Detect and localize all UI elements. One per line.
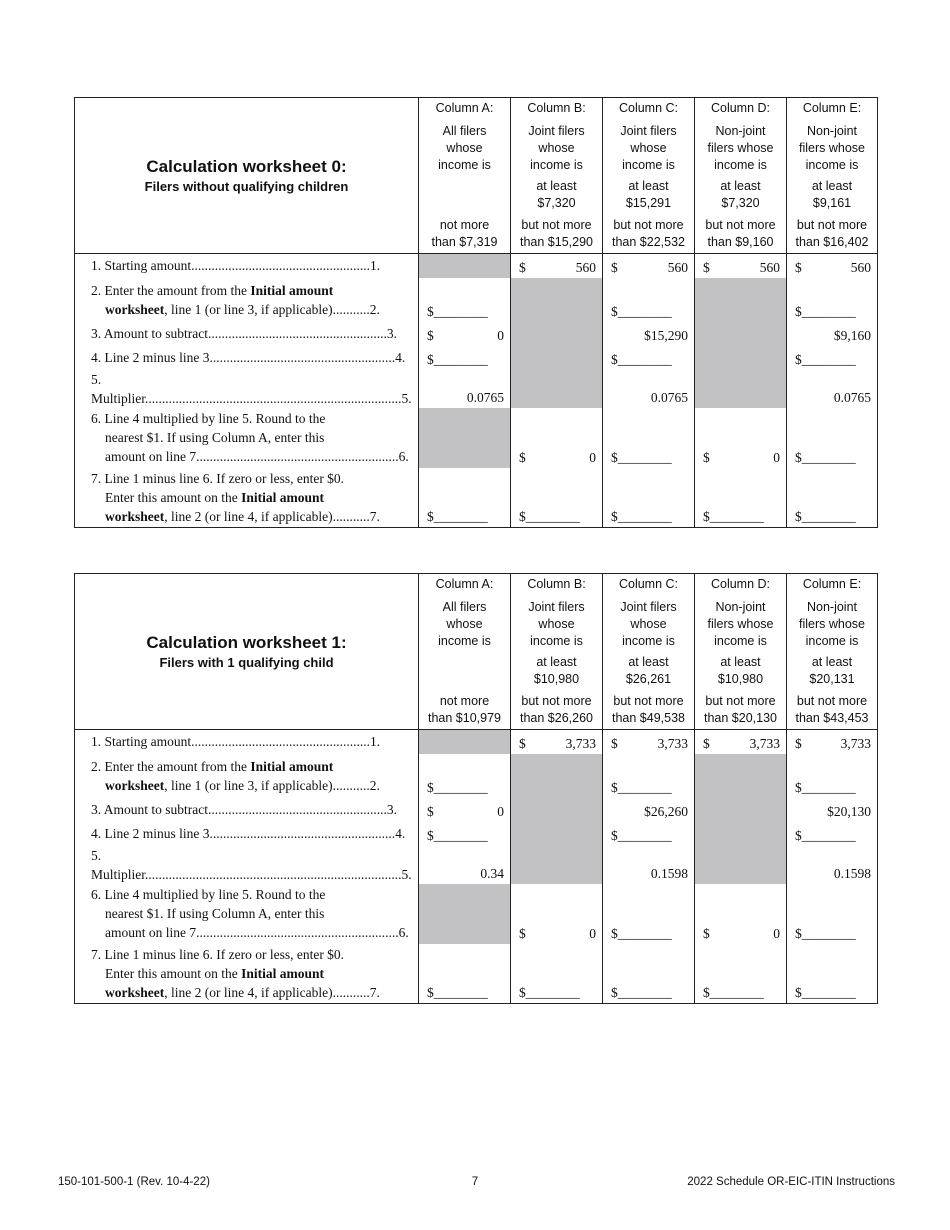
shaded-cell (511, 346, 603, 370)
column-max-line: but not more (796, 694, 868, 708)
entry-blank[interactable]: $________ (603, 278, 695, 322)
column-name: Column D: (710, 577, 771, 591)
column-min-line: $20,131 (809, 672, 855, 686)
amount-value: 0 (497, 327, 504, 343)
worksheet-line-6 (75, 408, 878, 468)
worksheet-line-7 (75, 944, 878, 1004)
dollar-sign: $ (611, 259, 618, 275)
shaded-cell (695, 278, 787, 322)
column-desc-line: whose (538, 141, 575, 155)
column-min-line: at least (536, 179, 577, 193)
shaded-cell (511, 754, 603, 798)
amount-cell (511, 408, 603, 468)
dollar-sign: $ (795, 259, 802, 275)
entry-blank[interactable]: $________ (787, 408, 878, 468)
amount-cell (511, 884, 603, 944)
column-min-line: $7,320 (537, 196, 576, 210)
column-min-line: at least (811, 179, 853, 193)
column-name: Column D: (710, 101, 771, 115)
entry-blank[interactable]: $________ (419, 346, 511, 370)
dollar-sign: $ (795, 735, 802, 751)
column-max-line: but not more (705, 694, 776, 708)
shaded-cell (695, 798, 787, 822)
column-header-b (511, 98, 603, 254)
column-min-line: $9,161 (812, 196, 852, 210)
column-desc-line: Non-joint (806, 124, 858, 138)
dollar-sign: $ (519, 735, 526, 751)
label-segment: amount on line 7............................................................6. (105, 925, 409, 940)
worksheet-subtitle: Filers with 1 qualifying child (159, 655, 334, 670)
label-segment: 2. Enter the amount from the (91, 282, 251, 298)
column-max-line: but not more (613, 218, 684, 232)
label-segment: 6. Line 4 multiplied by line 5. Round to the (91, 411, 326, 426)
column-desc-line: whose (630, 141, 667, 155)
column-desc-line: Non-joint (715, 124, 766, 138)
column-max-line: not more (439, 694, 490, 708)
column-name: Column B: (527, 577, 586, 591)
shaded-cell (695, 754, 787, 798)
entry-blank[interactable]: $________ (787, 822, 878, 846)
bold-reference: worksheet (105, 777, 165, 793)
shaded-cell (511, 846, 603, 884)
column-max-line: than $20,130 (704, 711, 777, 725)
shaded-cell (511, 798, 603, 822)
value-cell: $15,290 (603, 322, 695, 346)
label-segment: 4. Line 2 minus line 3.......................................................4. (91, 350, 406, 365)
shaded-cell (419, 730, 511, 754)
column-desc-line: whose (446, 617, 483, 631)
line-label-text (91, 488, 414, 507)
line-label-text (91, 945, 414, 964)
column-desc-line: income is (438, 634, 491, 648)
amount-cell (695, 884, 787, 944)
column-header-e (787, 574, 878, 730)
entry-blank[interactable]: $________ (695, 944, 787, 1004)
entry-blank[interactable]: $________ (787, 754, 878, 798)
column-header-c (603, 574, 695, 730)
column-desc-line: income is (622, 634, 675, 648)
worksheet-line-5 (75, 846, 878, 884)
line-label-text (91, 846, 414, 884)
dollar-sign: $ (703, 259, 710, 275)
column-min-line: at least (628, 655, 669, 669)
column-min-line: $7,320 (721, 196, 760, 210)
column-max-line: than $10,979 (428, 711, 501, 725)
column-max-line: than $49,538 (612, 711, 685, 725)
column-desc-line: All filers (442, 124, 487, 138)
value-cell: 0.0765 (787, 370, 878, 408)
entry-blank[interactable]: $________ (603, 346, 695, 370)
bold-reference: Initial amount (241, 489, 325, 505)
value-cell: $26,260 (603, 798, 695, 822)
column-header-c (603, 98, 695, 254)
label-segment: amount on line 7............................................................6. (105, 449, 409, 464)
entry-blank[interactable]: $________ (787, 346, 878, 370)
column-min-line: $10,980 (717, 672, 764, 686)
worksheet-line-6 (75, 884, 878, 944)
entry-blank[interactable]: $________ (419, 944, 511, 1004)
amount-value: 560 (667, 259, 688, 275)
column-desc-line: Joint filers (528, 600, 585, 614)
column-desc-line: income is (714, 634, 767, 648)
value-cell: 0.0765 (603, 370, 695, 408)
column-name: Column A: (435, 101, 494, 115)
shaded-cell (695, 346, 787, 370)
column-desc-line: Joint filers (620, 124, 677, 138)
footer-form-number: 150-101-500-1 (Rev. 10-4-22) (58, 1176, 210, 1188)
column-desc-line: income is (714, 158, 767, 172)
column-desc-line: income is (530, 158, 583, 172)
entry-blank[interactable]: $________ (603, 884, 695, 944)
column-min-line: $10,980 (533, 672, 580, 686)
worksheet-line-2 (75, 754, 878, 798)
worksheet-line-4 (75, 346, 878, 370)
dollar-sign: $ (427, 327, 434, 343)
column-max-line: not more (439, 218, 490, 232)
label-segment: 3. Amount to subtract.....................................................3. (91, 326, 397, 341)
column-desc-line: whose (446, 141, 483, 155)
entry-blank[interactable]: $________ (603, 408, 695, 468)
column-min-line: at least (536, 655, 577, 669)
shaded-cell (511, 370, 603, 408)
line-label-text (91, 904, 414, 923)
worksheet-line-1 (75, 254, 878, 278)
column-name: Column E: (802, 577, 862, 591)
dollar-sign: $ (519, 449, 526, 465)
column-desc-line: income is (622, 158, 675, 172)
value-cell: 0.1598 (787, 846, 878, 884)
column-max-line: but not more (521, 694, 592, 708)
amount-cell (603, 254, 695, 278)
label-segment: , line 1 (or line 3, if applicable)...........2. (164, 301, 380, 317)
entry-blank[interactable]: $________ (603, 468, 695, 528)
entry-blank[interactable]: $________ (419, 468, 511, 528)
dollar-sign: $ (703, 925, 710, 941)
column-header-a (419, 574, 511, 730)
amount-cell (695, 254, 787, 278)
line-label-text (91, 469, 414, 488)
line-label-text (91, 757, 414, 776)
line-label-text (91, 447, 414, 466)
worksheet-line-1 (75, 730, 878, 754)
column-name: Column B: (527, 101, 586, 115)
column-desc-line: filers whose (707, 141, 774, 155)
line-label-text (91, 507, 414, 526)
label-segment: 1. Starting amount.....................................................1. (91, 734, 381, 750)
dollar-sign: $ (519, 259, 526, 275)
column-header-d (695, 574, 787, 730)
line-label (75, 754, 419, 798)
shaded-cell (419, 884, 511, 944)
column-max-line: than $15,290 (520, 235, 593, 249)
value-cell: $9,160 (787, 322, 878, 346)
amount-value: 0 (773, 925, 780, 941)
amount-cell (695, 408, 787, 468)
worksheet-line-2 (75, 278, 878, 322)
line-label (75, 346, 419, 370)
line-label (75, 944, 419, 1004)
worksheet-line-7 (75, 468, 878, 528)
label-segment: 4. Line 2 minus line 3.......................................................4. (91, 826, 406, 841)
worksheet-title-cell (75, 574, 419, 730)
shaded-cell (511, 322, 603, 346)
worksheet-line-3 (75, 322, 878, 346)
worksheet-line-4 (75, 822, 878, 846)
column-max-line: than $26,260 (520, 711, 593, 725)
column-max-line: but not more (521, 218, 592, 232)
entry-blank[interactable]: $________ (511, 944, 603, 1004)
label-segment: 7. Line 1 minus line 6. If zero or less, enter $0. (91, 946, 345, 962)
line-label (75, 730, 419, 754)
label-segment: 7. Line 1 minus line 6. If zero or less, enter $0. (91, 470, 345, 486)
amount-cell (419, 322, 511, 346)
entry-blank[interactable]: $________ (787, 278, 878, 322)
line-label-text (91, 885, 414, 904)
footer-page-number: 7 (471, 1176, 479, 1188)
column-min-line: at least (628, 179, 669, 193)
dollar-sign: $ (703, 449, 710, 465)
label-segment: 3. Amount to subtract.....................................................3. (91, 802, 397, 817)
entry-blank[interactable]: $________ (419, 278, 511, 322)
column-desc-line: All filers (442, 600, 487, 614)
bold-reference: Initial amount (250, 282, 334, 298)
shaded-cell (511, 822, 603, 846)
column-desc-line: Joint filers (528, 124, 585, 138)
column-desc-line: income is (438, 158, 491, 172)
label-segment: 5. Multiplier............................................................................5. (91, 847, 412, 882)
shaded-cell (695, 822, 787, 846)
label-segment: 6. Line 4 multiplied by line 5. Round to the (91, 887, 326, 902)
worksheet-title: Calculation worksheet 0: (146, 157, 347, 176)
line-label-text (91, 923, 414, 942)
line-label (75, 408, 419, 468)
column-max-line: than $9,160 (707, 235, 774, 249)
column-name: Column A: (435, 577, 494, 591)
entry-blank[interactable]: $________ (603, 944, 695, 1004)
line-label (75, 846, 419, 884)
entry-blank[interactable]: $________ (787, 944, 878, 1004)
label-segment: nearest $1. If using Column A, enter this (105, 906, 325, 921)
shaded-cell (419, 408, 511, 468)
label-segment: , line 1 (or line 3, if applicable)...........2. (164, 777, 380, 793)
line-label (75, 370, 419, 408)
column-desc-line: filers whose (799, 141, 865, 155)
calculation-worksheet-0 (74, 97, 878, 528)
entry-blank[interactable]: $________ (787, 468, 878, 528)
line-label-text (91, 964, 414, 983)
column-desc-line: income is (805, 158, 859, 172)
column-header-a (419, 98, 511, 254)
worksheet-line-5 (75, 370, 878, 408)
amount-cell (787, 254, 878, 278)
line-label-text (91, 324, 414, 343)
amount-value: 0 (773, 449, 780, 465)
worksheet-subtitle: Filers without qualifying children (144, 179, 349, 194)
column-min-line: $26,261 (625, 672, 672, 686)
amount-cell (511, 730, 603, 754)
line-label (75, 798, 419, 822)
amount-value: 3,733 (840, 735, 871, 751)
column-name: Column E: (802, 101, 862, 115)
dollar-sign: $ (703, 735, 710, 751)
column-max-line: than $7,319 (431, 235, 498, 249)
column-header-b (511, 574, 603, 730)
amount-value: 560 (850, 259, 871, 275)
column-header-d (695, 98, 787, 254)
column-name: Column C: (618, 101, 679, 115)
label-segment: nearest $1. If using Column A, enter this (105, 430, 325, 445)
entry-blank[interactable]: $________ (511, 468, 603, 528)
value-cell: $20,130 (787, 798, 878, 822)
amount-cell (695, 730, 787, 754)
worksheet-title-cell (75, 98, 419, 254)
calculation-worksheet-1 (74, 573, 878, 1004)
amount-cell (511, 254, 603, 278)
line-label-text (91, 776, 414, 795)
column-max-line: but not more (796, 218, 868, 232)
amount-value: 560 (759, 259, 780, 275)
label-segment: 5. Multiplier............................................................................5. (91, 371, 412, 406)
line-label-text (91, 370, 414, 408)
value-cell: 0.1598 (603, 846, 695, 884)
entry-blank[interactable]: $________ (787, 884, 878, 944)
dollar-sign: $ (427, 803, 434, 819)
shaded-cell (419, 254, 511, 278)
label-segment: Enter this amount on the (105, 965, 242, 981)
column-max-line: but not more (705, 218, 776, 232)
entry-blank[interactable]: $________ (603, 754, 695, 798)
entry-blank[interactable]: $________ (419, 754, 511, 798)
bold-reference: worksheet (105, 984, 165, 1000)
line-label-text (91, 800, 414, 819)
amount-cell (787, 730, 878, 754)
label-segment: 1. Starting amount.....................................................1. (91, 258, 381, 274)
dollar-sign: $ (611, 735, 618, 751)
amount-value: 0 (497, 803, 504, 819)
column-max-line: but not more (613, 694, 684, 708)
line-label-text (91, 409, 414, 428)
shaded-cell (511, 278, 603, 322)
bold-reference: Initial amount (250, 758, 334, 774)
column-desc-line: Non-joint (806, 600, 858, 614)
bold-reference: Initial amount (241, 965, 325, 981)
column-desc-line: Joint filers (620, 600, 677, 614)
shaded-cell (695, 846, 787, 884)
label-segment: Enter this amount on the (105, 489, 242, 505)
column-min-line: at least (720, 655, 761, 669)
line-label (75, 468, 419, 528)
amount-value: 3,733 (749, 735, 780, 751)
amount-value: 3,733 (657, 735, 688, 751)
column-header-e (787, 98, 878, 254)
line-label-text (91, 824, 414, 843)
line-label-text (91, 983, 414, 1002)
amount-value: 0 (589, 925, 596, 941)
line-label (75, 322, 419, 346)
line-label-text (91, 256, 414, 275)
line-label-text (91, 300, 414, 319)
amount-value: 560 (575, 259, 596, 275)
column-desc-line: whose (538, 617, 575, 631)
line-label-text (91, 348, 414, 367)
label-segment: , line 2 (or line 4, if applicable)...........7. (164, 508, 380, 524)
column-min-line: at least (720, 179, 761, 193)
line-label-text (91, 732, 414, 751)
dollar-sign: $ (519, 925, 526, 941)
amount-value: 0 (589, 449, 596, 465)
label-segment: , line 2 (or line 4, if applicable)...........7. (164, 984, 380, 1000)
footer-doc-title: 2022 Schedule OR-EIC-ITIN Instructions (687, 1176, 895, 1188)
column-desc-line: income is (805, 634, 859, 648)
line-label (75, 278, 419, 322)
column-desc-line: Non-joint (715, 600, 766, 614)
bold-reference: worksheet (105, 301, 165, 317)
column-desc-line: filers whose (707, 617, 774, 631)
line-label-text (91, 428, 414, 447)
line-label (75, 254, 419, 278)
worksheet-title: Calculation worksheet 1: (146, 633, 347, 652)
entry-blank[interactable]: $________ (603, 822, 695, 846)
line-label-text (91, 281, 414, 300)
amount-cell (603, 730, 695, 754)
column-min-line: $15,291 (625, 196, 672, 210)
column-max-line: than $22,532 (612, 235, 685, 249)
value-cell: 0.34 (419, 846, 511, 884)
shaded-cell (695, 322, 787, 346)
label-segment: 2. Enter the amount from the (91, 758, 251, 774)
column-max-line: than $16,402 (795, 235, 869, 249)
column-desc-line: whose (630, 617, 667, 631)
column-max-line: than $43,453 (795, 711, 869, 725)
column-min-line: at least (811, 655, 853, 669)
shaded-cell (695, 370, 787, 408)
line-label (75, 822, 419, 846)
entry-blank[interactable]: $________ (695, 468, 787, 528)
worksheet-line-3 (75, 798, 878, 822)
value-cell: 0.0765 (419, 370, 511, 408)
entry-blank[interactable]: $________ (419, 822, 511, 846)
bold-reference: worksheet (105, 508, 165, 524)
amount-value: 3,733 (565, 735, 596, 751)
amount-cell (419, 798, 511, 822)
column-name: Column C: (618, 577, 679, 591)
column-desc-line: income is (530, 634, 583, 648)
column-desc-line: filers whose (799, 617, 865, 631)
line-label (75, 884, 419, 944)
